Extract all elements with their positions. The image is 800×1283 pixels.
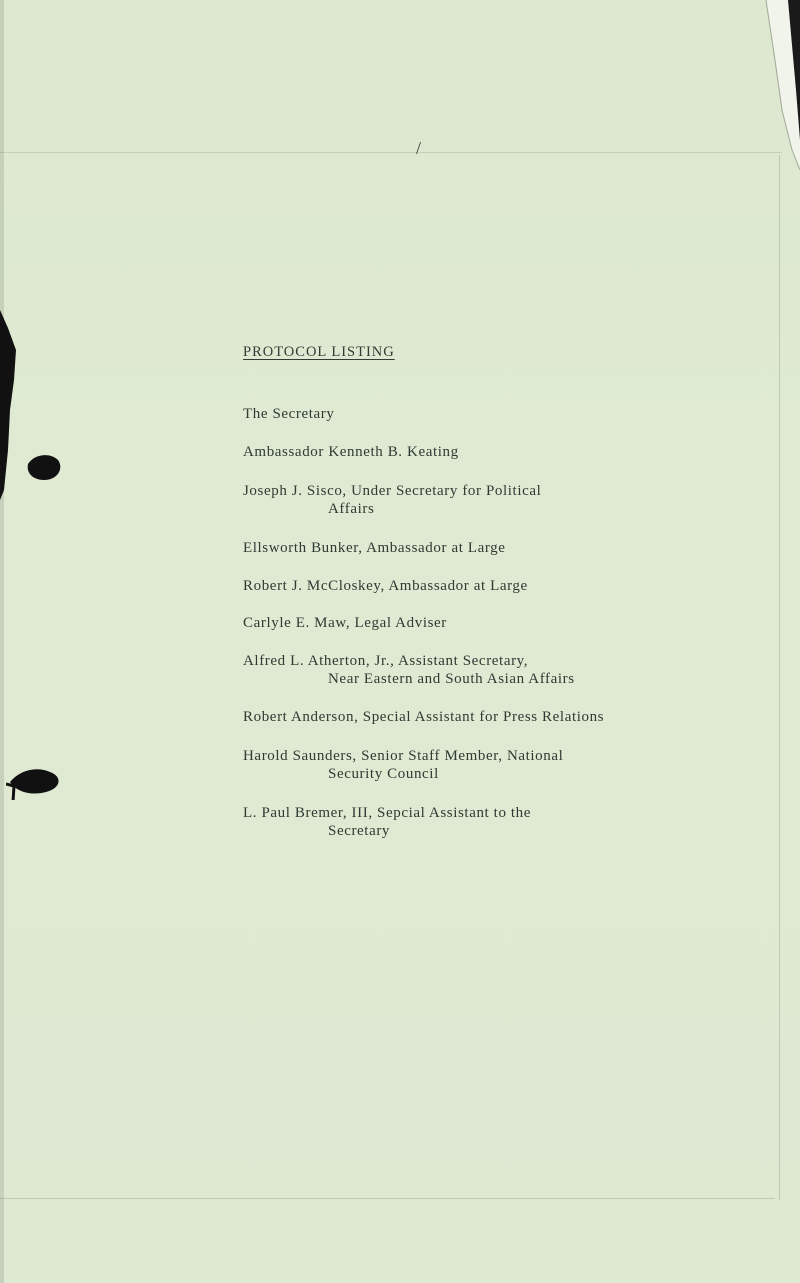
list-item xyxy=(243,482,763,518)
protocol-listing xyxy=(243,344,763,840)
entry-continuation: Affairs xyxy=(328,501,375,517)
fold-crease-bottom xyxy=(0,1198,775,1199)
entry-line: L. Paul Bremer, III, Sepcial Assistant to the xyxy=(243,805,532,821)
list-item xyxy=(243,405,763,423)
list-item xyxy=(243,804,763,840)
entry-line: Robert Anderson, Special Assistant for Press Relations xyxy=(243,709,605,725)
punch-mark-lower xyxy=(6,760,66,800)
entry-continuation: Near Eastern and South Asian Affairs xyxy=(328,671,575,687)
list-item xyxy=(243,747,763,783)
entry-continuation: Security Council xyxy=(328,766,439,782)
fold-crease-right xyxy=(779,155,780,1200)
document-heading: PROTOCOL LISTING xyxy=(243,344,395,360)
entry-line: The Secretary xyxy=(243,406,335,422)
entry-continuation: Secretary xyxy=(328,823,391,839)
list-item xyxy=(243,443,763,461)
punch-mark-upper xyxy=(22,450,64,484)
list-item xyxy=(243,539,763,557)
list-item xyxy=(243,652,763,688)
entry-line: Alfred L. Atherton, Jr., Assistant Secretary, xyxy=(243,653,529,669)
entry-line: Carlyle E. Maw, Legal Adviser xyxy=(243,615,447,631)
fold-crease-top xyxy=(0,152,782,153)
entry-line: Joseph J. Sisco, Under Secretary for Political xyxy=(243,483,542,499)
list-item xyxy=(243,577,763,595)
list-item xyxy=(243,614,763,632)
folded-corner xyxy=(730,0,800,170)
page-left-edge xyxy=(0,0,4,1283)
entry-line: Robert J. McCloskey, Ambassador at Large xyxy=(243,578,528,594)
list-item xyxy=(243,708,763,726)
entry-line: Ambassador Kenneth B. Keating xyxy=(243,444,459,460)
entry-line: Ellsworth Bunker, Ambassador at Large xyxy=(243,540,506,556)
entry-line: Harold Saunders, Senior Staff Member, National xyxy=(243,748,564,764)
stray-pen-mark: / xyxy=(416,138,422,158)
